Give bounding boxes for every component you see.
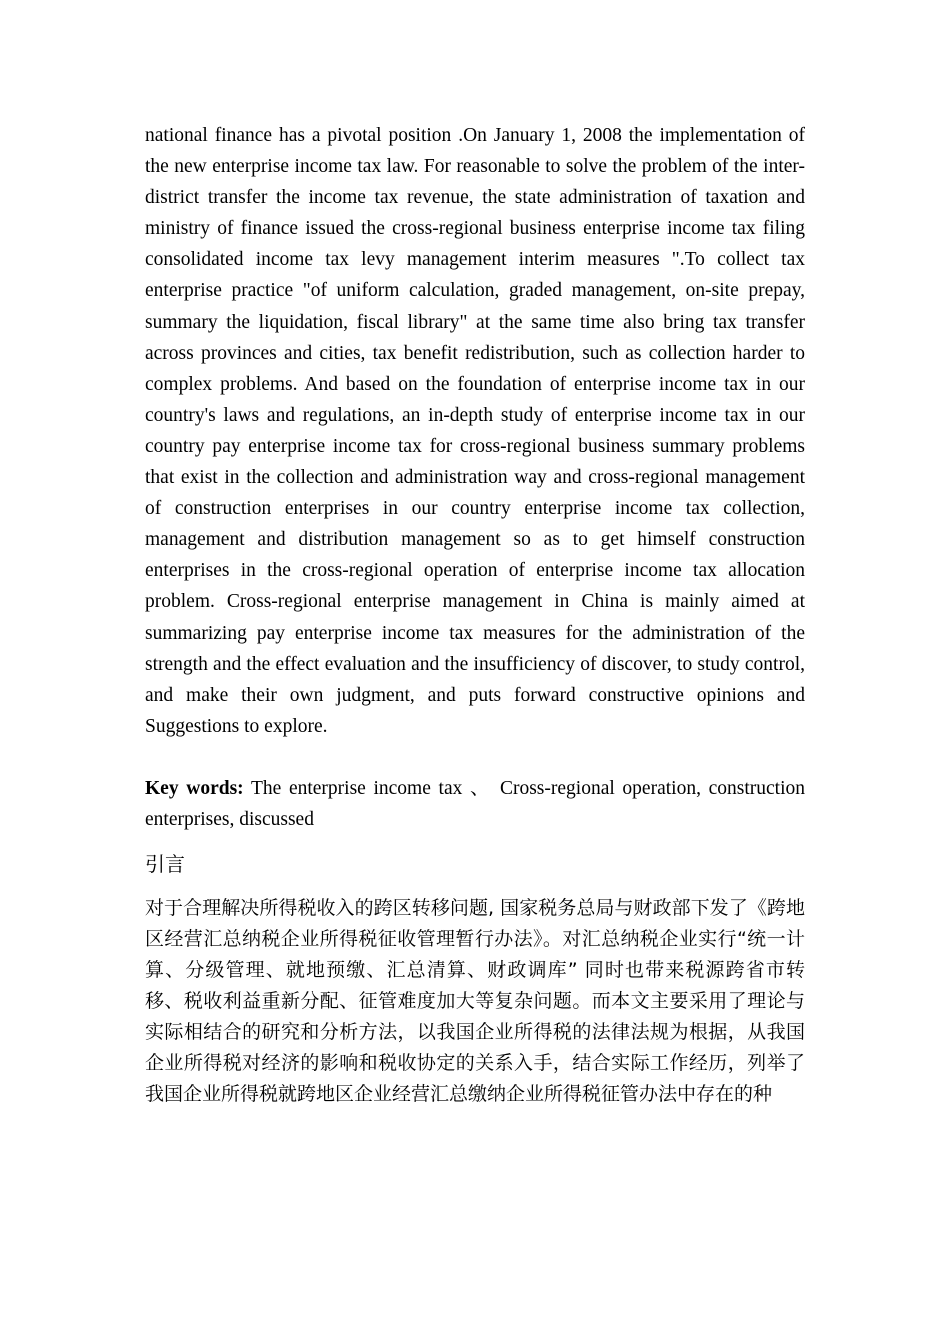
keywords-label: Key words: xyxy=(145,777,244,799)
introduction-heading: 引言 xyxy=(145,851,185,876)
abstract-paragraph: national finance has a pivotal position .On January 1, 2008 the implementation of the new enterprise income tax law. For reasonable to solve the problem of the inter-district transfer the income tax revenue, the state administration of taxation and ministry of finance issued the cross-regional business enterprise income tax filing consolidated income tax levy management interim measures ".To collect tax enterprise practice "of uniform calculation, graded management, on-site prepay, summary the liquidation, fiscal library" at the same time also bring tax transfer across provinces and cities, tax benefit redistribution, such as collection harder to complex problems. And based on the foundation of enterprise income tax in our country's laws and regulations, an in-depth study of enterprise income tax in our country pay enterprise income tax for cross-regional business summary problems that exist in the collection and administration way and cross-regional management of construction enterprises in our country enterprise income tax collection, management and distribution management so as to get himself construction enterprises in the cross-regional operation of enterprise income tax allocation problem. Cross-regional enterprise management in China is mainly aimed at summarizing pay enterprise income tax measures for the administration of the strength and the effect evaluation and the insufficiency of discover, to study control, and make their own judgment, and puts forward constructive opinions and Suggestions to explore. xyxy=(145,125,805,737)
keywords-text: The enterprise income tax 、 Cross-regional operation, construction enterprises, discussed xyxy=(145,777,805,830)
document-page xyxy=(145,120,805,1111)
keywords-line xyxy=(145,773,805,835)
introduction-paragraph: 对于合理解决所得税收入的跨区转移问题, 国家税务总局与财政部下发了《跨地区经营汇总纳税企业所得税征收管理暂行办法》。对汇总纳税企业实行“统一计算、分级管理、就地预缴、汇总清算、财政调库” 同时也带来税源跨省市转移、税收利益重新分配、征管难度加大等复杂问题。而本文主要采用了理论与实际相结合的研究和分析方法，以我国企业所得税的法律法规为根据，从我国企业所得税对经济的影响和税收协定的关系入手，结合实际工作经历，列举了我国企业所得税就跨地区企业经营汇总缴纳企业所得税征管办法中存在的种 xyxy=(145,896,805,1106)
